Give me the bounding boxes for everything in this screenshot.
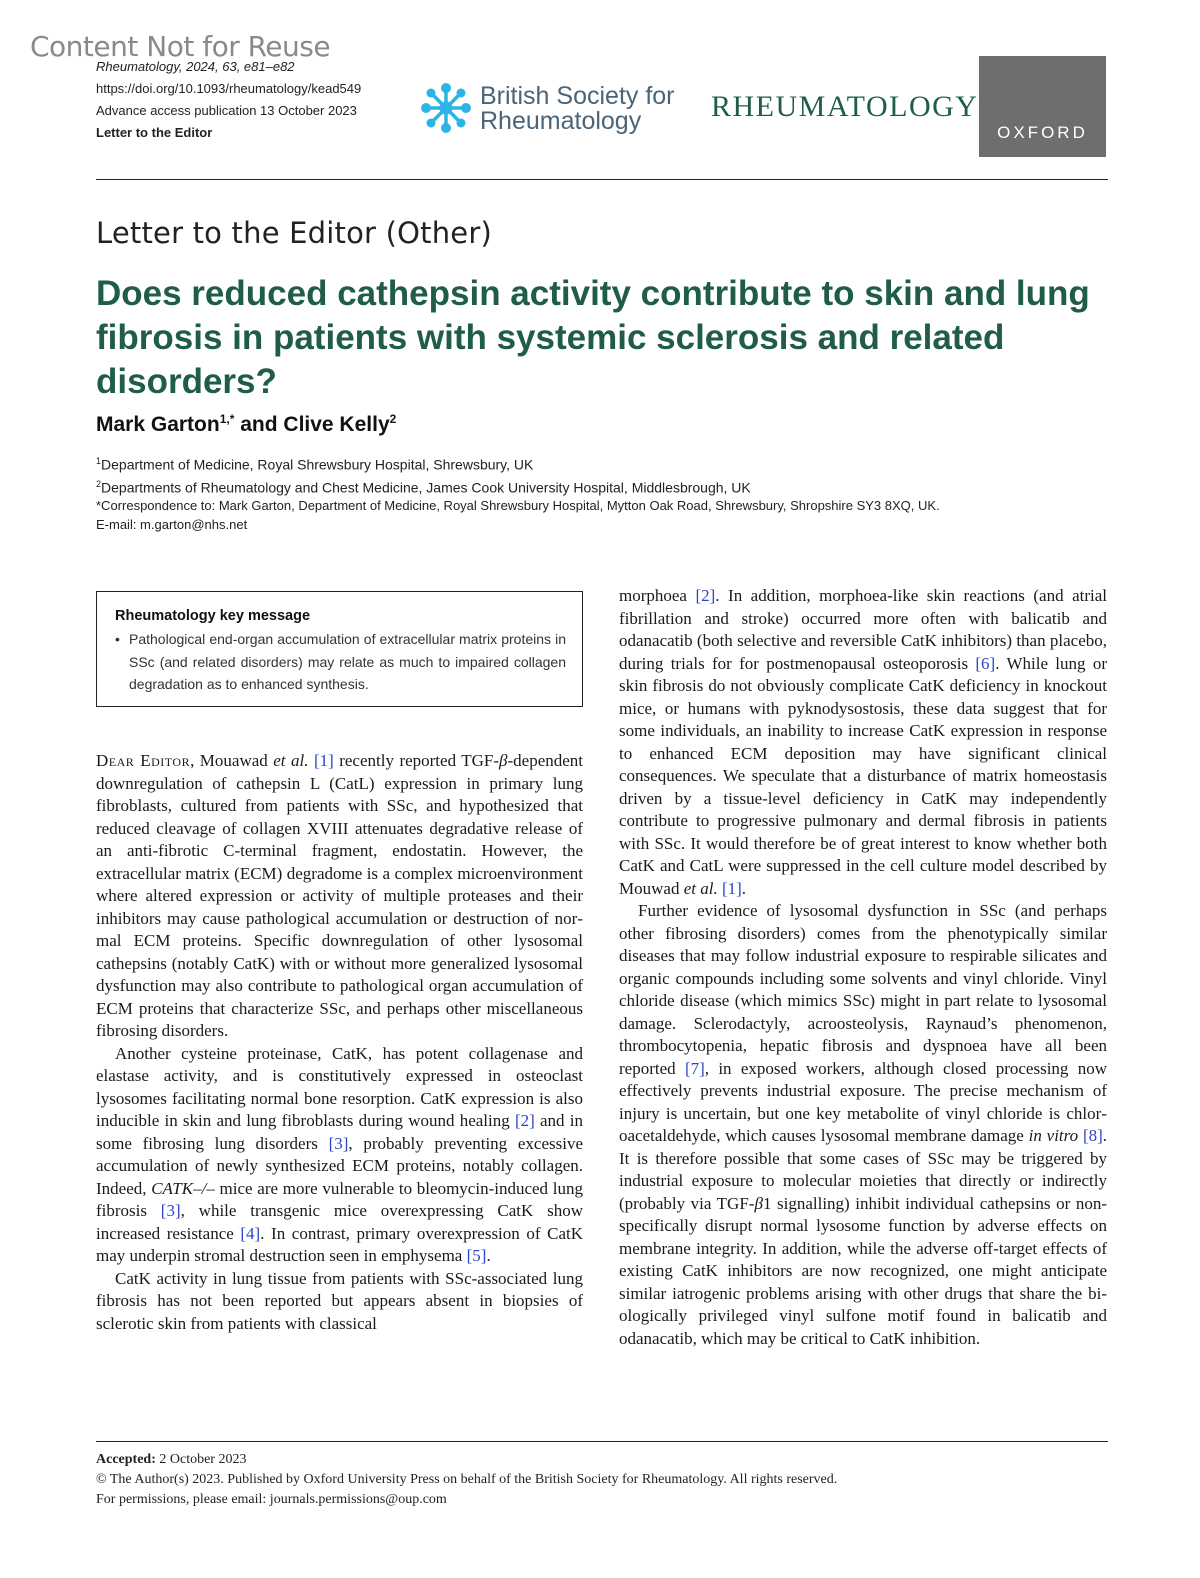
accepted-date: 2 October 2023 (155, 1452, 247, 1467)
body-text: recently reported TGF- (333, 751, 500, 770)
affiliation (96, 452, 1106, 475)
permissions-line: For permissions, please email: journals.permissions@oup.com (96, 1492, 447, 1507)
footer (96, 1450, 1108, 1510)
affiliation-sup: 2 (96, 478, 102, 489)
header-rule (96, 179, 1108, 180)
italic-text: β (754, 1193, 763, 1213)
italic-text: in vitro (1028, 1126, 1079, 1145)
correspondence-address: *Correspondence to: Mark Garton, Department of Medicine, Royal Shrewsbury Hospital, Mytton Oak Road, Shrewsbury, Shropshire SY3 8XQ, UK. (96, 498, 940, 513)
author-sup: 2 (389, 412, 397, 426)
body-text: , in exposed workers, although closed processing now effectively prevents industrial exposure. The precise mechanism of injury is uncertain, but one key metabolite of vinyl chloride is chloroacetaldehyde, which causes lysosomal membrane damage (619, 1058, 1107, 1145)
reference-link[interactable]: [2] (514, 1111, 535, 1130)
author-name[interactable]: Mark Garton (96, 413, 220, 436)
correspondence (96, 496, 1106, 534)
reference-link[interactable]: [6] (975, 653, 996, 673)
body-paragraph (619, 900, 1107, 1350)
body-paragraph (96, 1268, 583, 1336)
body-text: , while transgenic mice overexpressing CatK show increased resistance (96, 1201, 583, 1243)
author-name[interactable]: Clive Kelly (283, 413, 390, 436)
citation: Rheumatology, 2024, 63, e81–e82 (96, 59, 295, 74)
body-text: . It is therefore possible that some cases of SSc may be triggered by industrial exposure to molecular moieties that directly or indirectly (probably via TGF- (619, 1126, 1108, 1213)
journal-info (96, 56, 426, 144)
article-type: Letter to the Editor (Other) (96, 216, 492, 250)
italic-text: CATK–/– (151, 1178, 215, 1198)
body-text: . (486, 1246, 491, 1265)
affiliation (96, 475, 1106, 498)
oxford-logo (979, 56, 1106, 157)
reference-link[interactable]: [2] (695, 586, 716, 605)
italic-text: et al. (683, 878, 718, 898)
affiliations (96, 452, 1106, 497)
body-paragraph (619, 585, 1107, 900)
affiliation-text: Department of Medicine, Royal Shrewsbury Hospital, Shrewsbury, UK (101, 456, 534, 473)
body-paragraph (96, 1043, 583, 1268)
author-joiner: and (234, 413, 284, 436)
body-column-right (619, 585, 1107, 1350)
correspondence-email[interactable]: E-mail: m.garton@nhs.net (96, 517, 248, 532)
key-message-item: • Pathological end-organ accumulation of extracellular matrix proteins in SSc (and related disorders) may relate as much to impaired collagen degradation as to enhanced synthesis. (115, 628, 566, 696)
reference-link[interactable]: [7] (684, 1058, 705, 1078)
affiliation-sup: 1 (96, 456, 102, 466)
body-text: and in some fibrosing lung disorders (96, 1111, 583, 1153)
accepted-label: Accepted: (96, 1452, 156, 1467)
body-text: 1 signalling) inhibit individual cathepsins or non-specifically disrupt normal lysosome function by adverse effects on membrane integrity. In addition, while the adverse off-target effects of existing CatK inhibitors are now recognized, one might anticipate similar iatrogenic problems arising with other drugs that share the biologically privileged vinyl sulfone motif found in balicatib and odanacatib, which may be critical to CatK inhibition. (619, 1193, 1107, 1348)
key-message-heading: Rheumatology key message (115, 608, 311, 624)
reference-link[interactable]: [8] (1082, 1126, 1103, 1145)
italic-text: et al. (273, 751, 309, 770)
body-paragraph (96, 750, 583, 1043)
reference-link[interactable]: [4] (240, 1223, 261, 1243)
author-sup: 1,* (219, 412, 235, 426)
reference-link[interactable]: [1] (721, 878, 742, 898)
body-text: , Mouawad (190, 751, 274, 770)
bsr-logo-icon (418, 80, 474, 136)
salutation: Dear Editor (96, 751, 191, 770)
body-text: . In addition, morphoea-like skin reactions (and atrial fibrillation and stroke) occurred more often with balicatib and odanacatib (both selective and reversible CatK inhibitors) than placebo, during trials for for postmenopausal osteoporosis (619, 586, 1107, 673)
reference-link[interactable]: [1] (313, 751, 334, 770)
footer-rule (96, 1441, 1108, 1442)
journal-wordmark: RHEUMATOLOGY (711, 90, 979, 123)
body-text: Another cysteine proteinase, CatK, has potent collagenase and elastase activity, and is constitutively expressed in osteoclast lysosomes facilitating normal bone resorption. CatK expression is also inducible in skin and lung fibroblasts during wound healing (96, 1043, 583, 1130)
body-column-left (96, 750, 583, 1335)
affiliation-text: Departments of Rheumatology and Chest Medicine, James Cook University Hospital, Middlesbrough, UK (101, 479, 751, 496)
doi-link[interactable]: https://doi.org/10.1093/rheumatology/kead549 (96, 81, 362, 96)
bsr-name (480, 84, 675, 134)
body-text: . While lung or skin fibrosis do not obviously complicate CatK deficiency in knockout mice, or humans with pyknodysostosis, these data suggest that for some individuals, an inability to increase CatK expression in response to enhanced ECM deposition may have significant clinical consequences. We speculate that a disturbance of matrix homeostasis driven by a tissue-level deficiency in CatK may independently contribute to progressive pulmonary and dermal fibrosis in patients with SSc. It would therefore be of great interest to know whether both CatK and CatL were suppressed in the cell culture model described by Mouwad (619, 653, 1107, 898)
bsr-line-1: British Society for (480, 82, 675, 110)
body-text: CatK activity in lung tissue from patients with SSc-associated lung fibrosis has not been reported but appears absent in biopsies of sclerotic skin from patients with classical (96, 1268, 583, 1333)
body-text: mice are more vulnerable to bleomycin-induced lung fibrosis (96, 1178, 583, 1220)
body-text: , probably preventing excessive accumulation of newly synthesized ECM proteins, notably collagen. Indeed, (96, 1133, 583, 1198)
reference-link[interactable]: [3] (160, 1201, 181, 1220)
key-message-box (96, 591, 583, 707)
watermark: Content Not for Reuse (30, 30, 331, 63)
accepted-line (96, 1450, 1108, 1470)
journal-section: Letter to the Editor (96, 125, 213, 140)
oxford-wordmark: OXFORD (997, 123, 1088, 142)
body-text: morphoea (619, 586, 696, 605)
article-title: Does reduced cathepsin activity contribute to skin and lung fibrosis in patients with systemic sclerosis and related disorders? (96, 274, 1090, 401)
bsr-line-2: Rheumatology (480, 107, 642, 135)
body-text: -dependent downregulation of cathepsin L (CatL) expression in primary lung fibroblasts, cultured from patients with SSc, and hypothesized that reduced cleavage of collagen XVIII attenuates degradative release of an anti-fibrotic C-terminal fragment, endostatin. However, the extracellular matrix (ECM) degradome is a complex microenvironment where altered expression or activity of multiple proteases and their inhibitors may cause pathological accumulation or destruction of normal ECM proteins. Specific downregulation of other lysosomal cathepsins (notably CatK) with or without more generalized lysosomal dysfunction may also contribute to pathological organ accumulation of ECM proteins that characterize SSc, and perhaps other miscellaneous fibrosing disorders. (96, 751, 584, 1040)
author-list (96, 412, 396, 437)
italic-text: β (499, 751, 508, 770)
copyright-line: © The Author(s) 2023. Published by Oxford University Press on behalf of the British Society for Rheumatology. All rights reserved. (96, 1472, 838, 1487)
body-text: . In contrast, primary overexpression of CatK may underpin stromal destruction seen in emphysema (96, 1223, 584, 1265)
body-text: Further evidence of lysosomal dysfunction in SSc (and perhaps other fibrosing disorders) comes from the phenotypically similar diseases that may follow industrial exposure to respirable silicates and organic compounds including some solvents and vinyl chloride. Vinyl chloride disease (which mimics SSc) might in part relate to lysosomal damage. Sclerodactyly, acroosteolysis, Raynaud’s phenomenon, thrombocytopenia, hepatic fibrosis and dyspnoea have all been reported (619, 901, 1107, 1078)
body-text: . (741, 878, 747, 898)
reference-link[interactable]: [3] (328, 1133, 349, 1153)
reference-link[interactable]: [5] (466, 1246, 487, 1265)
advance-access: Advance access publication 13 October 2023 (96, 103, 357, 118)
